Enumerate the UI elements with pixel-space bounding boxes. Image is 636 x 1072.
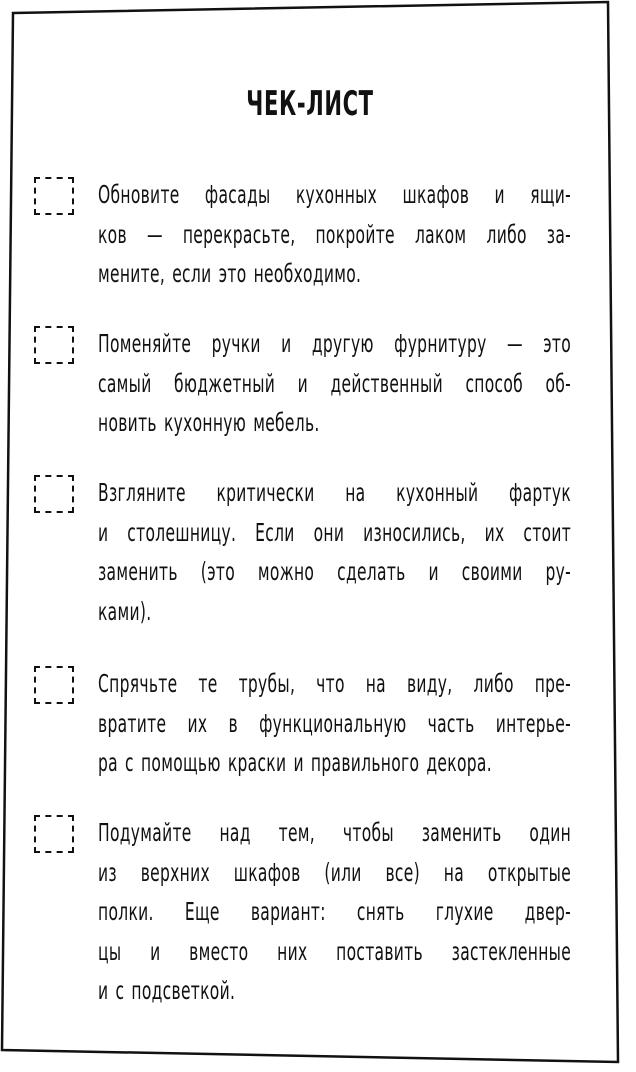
text-line: самый бюджетный и действенный способ об- [98, 368, 572, 398]
text-line: Спрячьте те трубы, что на виду, либо пре- [98, 669, 572, 698]
checkbox[interactable] [34, 815, 74, 853]
checklist-item-text [98, 664, 571, 783]
checklist-item-text [98, 175, 571, 294]
text-line: Обновите фасады кухонных шкафов и ящи- [98, 180, 572, 209]
text-line: цы и вместо них поставить застекленные [98, 936, 572, 966]
text-line: ра с помощью краски и правильного декора. [98, 748, 492, 777]
text-line: мените, если это необходимо. [98, 259, 362, 288]
checklist-item-text [98, 813, 571, 1011]
text-line: и с подсветкой. [98, 976, 236, 1005]
text-line: Подумайте над тем, чтобы заменить один [98, 818, 572, 847]
checklist-item-text [98, 324, 571, 443]
text-line: Поменяйте ручки и другую фурнитуру — это [98, 329, 572, 358]
checkbox[interactable] [34, 475, 74, 513]
checkbox[interactable] [34, 177, 74, 215]
text-line: из верхних шкафов (или все) на открытые [98, 857, 572, 887]
checkbox[interactable] [34, 666, 74, 704]
text-line: и столешницу. Если они износились, их стоит [98, 517, 572, 547]
checklist-item-text [98, 473, 571, 631]
checkbox[interactable] [34, 326, 74, 364]
text-line: новить кухонную мебель. [98, 408, 320, 437]
text-line: заменить (это можно сделать и своими ру- [98, 557, 572, 586]
page-title: ЧЕК-ЛИСТ [246, 84, 374, 124]
text-line: вратите их в функциональную часть интерье- [98, 708, 572, 738]
text-line: ков — перекрасьте, покройте лаком либо за- [98, 219, 572, 249]
text-line: Взгляните критически на кухонный фартук [98, 478, 572, 507]
text-line: полки. Еще вариант: снять глухие двер- [98, 897, 572, 926]
text-line: ками). [98, 596, 152, 626]
